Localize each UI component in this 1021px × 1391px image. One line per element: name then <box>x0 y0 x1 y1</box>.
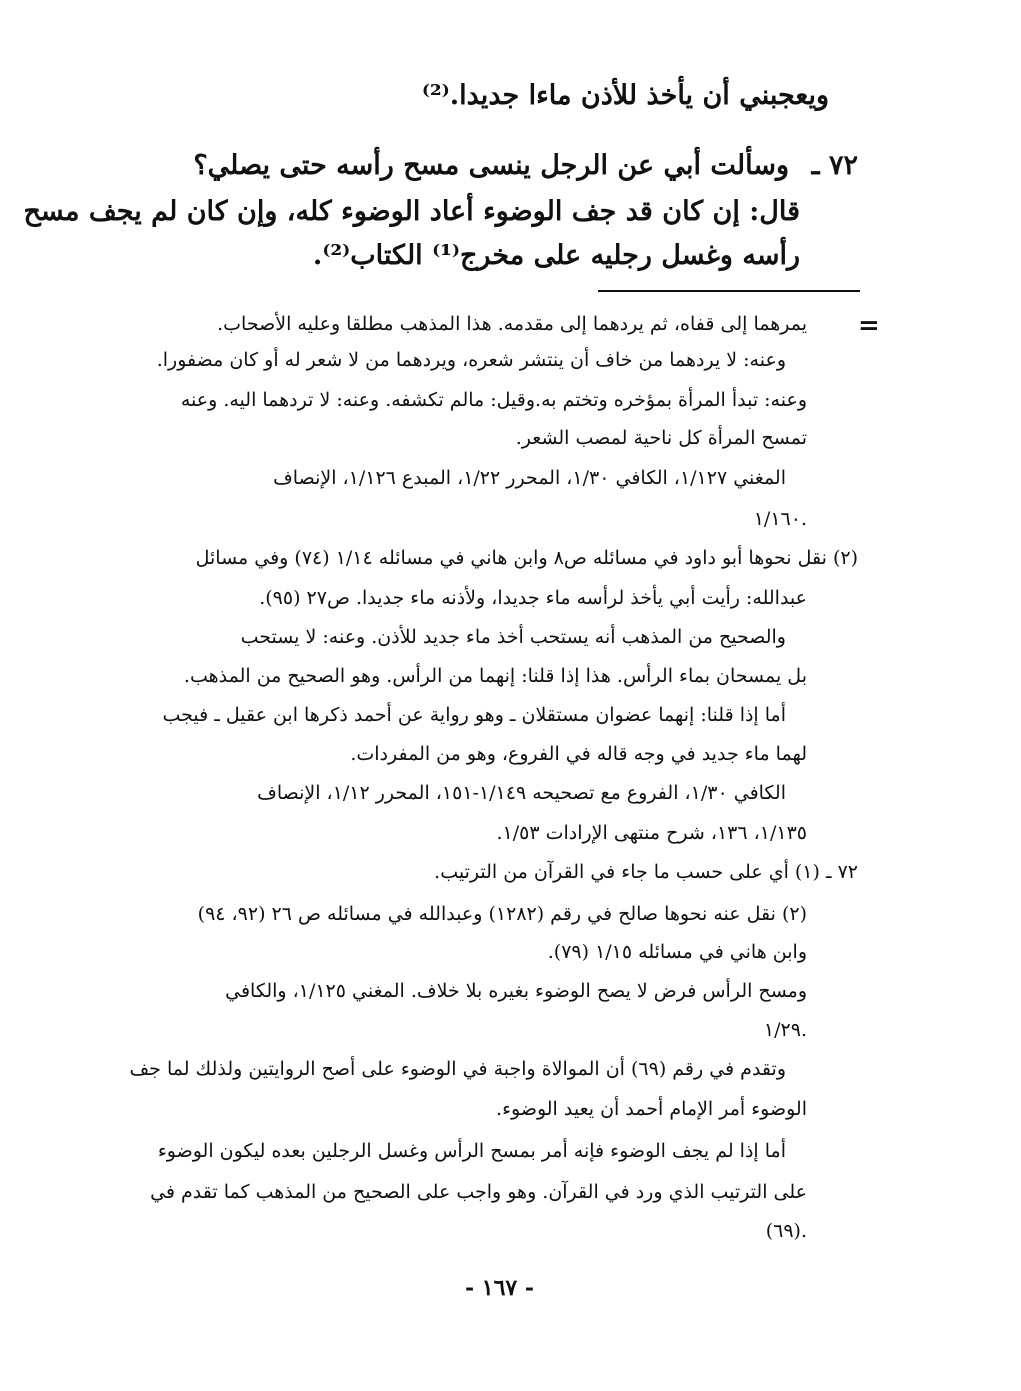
footnote-line: والصحيح من المذهب أنه يستحب أخذ ماء جديد للأذن. وعنه: لا يستحب <box>240 626 786 648</box>
footnote-line: (٢) نقل عنه نحوها صالح في رقم (١٢٨٢) وعبدالله في مسائله ص ٢٦ (٩٢، ٩٤) <box>197 903 807 925</box>
footnote-line: ١/٢٩. <box>763 1019 807 1041</box>
footnote-line: ١/١٣٥، ١٣٦، شرح منتهى الإرادات ١/٥٣. <box>496 822 807 844</box>
footnote-line: وتقدم في رقم (٦٩) أن الموالاة واجبة في الوضوء على أصح الروايتين ولذلك لما جف <box>129 1058 786 1080</box>
footnote-line: أما إذا قلنا: إنهما عضوان مستقلان ـ وهو رواية عن أحمد ذكرها ابن عقيل ـ فيجب <box>162 704 786 726</box>
footnote-line: يمرهما إلى قفاه، ثم يردهما إلى مقدمه. هذا المذهب مطلقا وعليه الأصحاب. <box>217 313 807 335</box>
question-number: ٧٢ ـ <box>811 150 858 181</box>
footnote-line: (٢) نقل نحوها أبو داود في مسائله ص٨ وابن هاني في مسائله ١/١٤ (٧٤) وفي مسائل <box>195 547 858 569</box>
main-text-line: ويعجبني أن يأخذ للأذن ماءا جديدا.⁽²⁾ <box>421 80 829 111</box>
continuation-mark: = <box>858 311 880 341</box>
footnote-line: وعنه: تبدأ المرأة بمؤخره وتختم به.وقيل: مالم تكشفه. وعنه: لا تردهما اليه. وعنه <box>180 389 807 411</box>
footnote-line: أما إذا لم يجف الوضوء فإنه أمر بمسح الرأس وغسل الرجلين بعده ليكون الوضوء <box>157 1140 786 1162</box>
footnote-line: المغني ١/١٢٧، الكافي ١/٣٠، المحرر ١/٢٢، المبدع ١/١٢٦، الإنصاف <box>273 467 786 489</box>
footnote-divider <box>598 290 860 292</box>
footnote-line: وعنه: لا يردهما من خاف أن ينتشر شعره، ويردهما من لا شعر له أو كان مضفورا. <box>156 349 786 371</box>
footnote-line: ومسح الرأس فرض لا يصح الوضوء بغيره بلا خلاف. المغني ١/١٢٥، والكافي <box>225 980 807 1002</box>
answer-line: رأسه وغسل رجليه على مخرج⁽¹⁾ الكتاب⁽²⁾. <box>312 240 800 271</box>
footnote-line: (٦٩). <box>765 1220 807 1242</box>
footnote-line: عبدالله: رأيت أبي يأخذ لرأسه ماء جديدا، ولأذنه ماء جديدا. ص٢٧ (٩٥). <box>259 587 807 609</box>
page-number: - ١٦٧ - <box>465 1275 535 1301</box>
footnote-line: الوضوء أمر الإمام أحمد أن يعيد الوضوء. <box>496 1098 807 1120</box>
footnote-line: بل يمسحان بماء الرأس. هذا إذا قلنا: إنهما من الرأس. وهو الصحيح من المذهب. <box>183 665 807 687</box>
footnote-line: لهما ماء جديد في وجه قاله في الفروع، وهو من المفردات. <box>350 743 807 765</box>
footnote-line: ٧٢ ـ (١) أي على حسب ما جاء في القرآن من الترتيب. <box>434 861 858 883</box>
footnote-line: ١/١٦٠. <box>753 508 807 530</box>
footnote-line: الكافي ١/٣٠، الفروع مع تصحيحه ١/١٤٩-١٥١، المحرر ١/١٢، الإنصاف <box>257 782 786 804</box>
footnote-line: وابن هاني في مسائله ١/١٥ (٧٩). <box>547 941 807 963</box>
answer-line: قال: إن كان قد جف الوضوء أعاد الوضوء كله، وإن كان لم يجف مسح <box>23 196 800 227</box>
footnote-line: تمسح المرأة كل ناحية لمصب الشعر. <box>515 427 807 449</box>
footnote-line: على الترتيب الذي ورد في القرآن. وهو واجب على الصحيح من المذهب كما تقدم في <box>150 1181 807 1203</box>
question-text: وسألت أبي عن الرجل ينسى مسح رأسه حتى يصلي؟ <box>193 150 789 181</box>
